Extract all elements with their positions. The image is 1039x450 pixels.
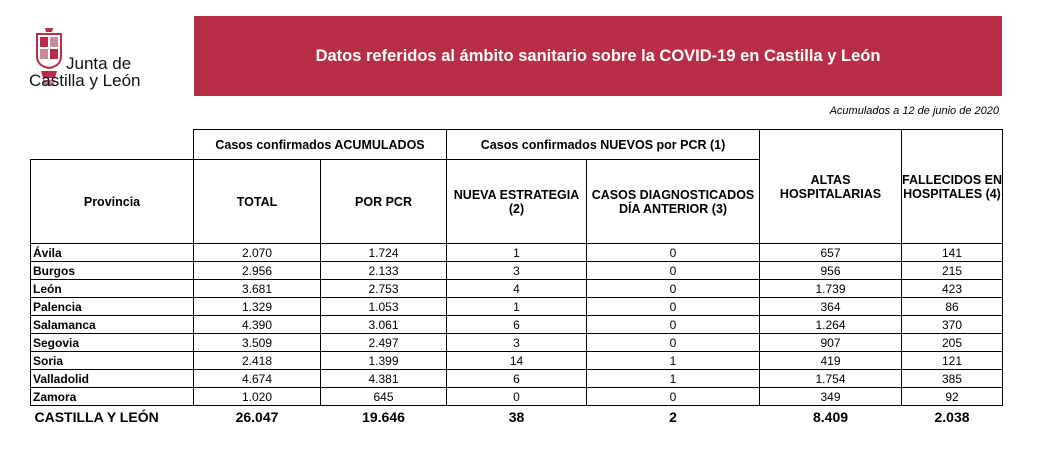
cell-por-pcr: 1.399 <box>321 352 447 370</box>
cell-total: 3.509 <box>194 334 321 352</box>
cell-fallecidos: 141 <box>902 244 1003 262</box>
header-fallecidos: FALLECIDOS EN HOSPITALES (4) <box>902 130 1003 244</box>
table-body <box>31 244 1003 429</box>
total-por-pcr: 19.646 <box>362 409 405 425</box>
cell-casos-diagnosticados: 0 <box>587 316 760 334</box>
cell-fallecidos: 370 <box>902 316 1003 334</box>
cell-provincia: Segovia <box>31 334 194 352</box>
total-altas: 8.409 <box>812 409 849 425</box>
cell-casos-diagnosticados: 0 <box>587 280 760 298</box>
cell-casos-diagnosticados: 0 <box>587 334 760 352</box>
header-altas: ALTAS HOSPITALARIAS <box>760 130 902 244</box>
cell-provincia: Salamanca <box>31 316 194 334</box>
cell-provincia: Valladolid <box>31 370 194 388</box>
covid-data-table <box>30 129 1003 428</box>
total-nueva-estrategia: 38 <box>508 409 525 425</box>
cell-total: 2.070 <box>194 244 321 262</box>
cell-casos-diagnosticados: 0 <box>587 298 760 316</box>
header-nueva-estrategia: NUEVA ESTRATEGIA (2) <box>447 160 587 244</box>
table-row <box>31 280 1003 298</box>
cell-altas: 907 <box>760 334 902 352</box>
cell-casos-diagnosticados: 0 <box>587 244 760 262</box>
cell-fallecidos: 92 <box>902 388 1003 406</box>
header-provincia: Provincia <box>31 160 194 244</box>
cell-provincia: Zamora <box>31 388 194 406</box>
cell-altas: 349 <box>760 388 902 406</box>
cell-por-pcr: 2.133 <box>321 262 447 280</box>
cell-casos-diagnosticados: 1 <box>587 352 760 370</box>
cell-total: 1.020 <box>194 388 321 406</box>
total-row <box>31 406 1003 429</box>
cell-nueva-estrategia: 6 <box>447 370 587 388</box>
table-row <box>31 244 1003 262</box>
cell-altas: 1.739 <box>760 280 902 298</box>
cell-total: 3.681 <box>194 280 321 298</box>
logo <box>28 20 188 100</box>
logo-line-1: Junta de <box>66 54 132 73</box>
title-banner <box>194 16 1002 96</box>
cell-por-pcr: 1.053 <box>321 298 447 316</box>
cell-altas: 419 <box>760 352 902 370</box>
cell-provincia: Burgos <box>31 262 194 280</box>
cell-fallecidos: 86 <box>902 298 1003 316</box>
cell-nueva-estrategia: 1 <box>447 298 587 316</box>
logo-text <box>29 54 141 90</box>
cell-casos-diagnosticados: 1 <box>587 370 760 388</box>
header-por-pcr: POR PCR <box>321 160 447 244</box>
cell-fallecidos: 121 <box>902 352 1003 370</box>
cell-total: 4.390 <box>194 316 321 334</box>
group-header-nuevos: Casos confirmados NUEVOS por PCR (1) <box>447 130 760 160</box>
cell-fallecidos: 215 <box>902 262 1003 280</box>
cell-provincia: Palencia <box>31 298 194 316</box>
table-row <box>31 298 1003 316</box>
cell-por-pcr: 645 <box>321 388 447 406</box>
cell-nueva-estrategia: 1 <box>447 244 587 262</box>
header-casos-diagnosticados: CASOS DIAGNOSTICADOS DÍA ANTERIOR (3) <box>587 160 760 244</box>
banner-title: Datos referidos al ámbito sanitario sobre la COVID-19 en Castilla y León <box>315 46 881 65</box>
table-row <box>31 334 1003 352</box>
total-casos-diagnosticados: 2 <box>669 409 677 425</box>
cell-nueva-estrategia: 6 <box>447 316 587 334</box>
cell-por-pcr: 3.061 <box>321 316 447 334</box>
table-row <box>31 316 1003 334</box>
cell-total: 1.329 <box>194 298 321 316</box>
cell-provincia: Ávila <box>31 244 194 262</box>
cell-provincia: León <box>31 280 194 298</box>
cell-fallecidos: 385 <box>902 370 1003 388</box>
cell-casos-diagnosticados: 0 <box>587 388 760 406</box>
cell-nueva-estrategia: 3 <box>447 334 587 352</box>
total-total: 26.047 <box>235 409 279 425</box>
group-header-acumulados: Casos confirmados ACUMULADOS <box>194 130 447 160</box>
table-row <box>31 262 1003 280</box>
cell-total: 4.674 <box>194 370 321 388</box>
cell-nueva-estrategia: 4 <box>447 280 587 298</box>
cell-altas: 1.754 <box>760 370 902 388</box>
cell-por-pcr: 4.381 <box>321 370 447 388</box>
cell-fallecidos: 205 <box>902 334 1003 352</box>
table-row <box>31 352 1003 370</box>
cell-altas: 956 <box>760 262 902 280</box>
cell-total: 2.956 <box>194 262 321 280</box>
date-note: Acumulados a 12 de junio de 2020 <box>829 105 999 117</box>
cell-total: 2.418 <box>194 352 321 370</box>
cell-nueva-estrategia: 0 <box>447 388 587 406</box>
total-fallecidos: 2.038 <box>934 409 970 425</box>
cell-casos-diagnosticados: 0 <box>587 262 760 280</box>
total-provincia: CASTILLA Y LEÓN <box>34 409 159 425</box>
cell-altas: 1.264 <box>760 316 902 334</box>
cell-nueva-estrategia: 3 <box>447 262 587 280</box>
header-total: TOTAL <box>194 160 321 244</box>
cell-por-pcr: 2.753 <box>321 280 447 298</box>
cell-nueva-estrategia: 14 <box>447 352 587 370</box>
cell-altas: 657 <box>760 244 902 262</box>
cell-altas: 364 <box>760 298 902 316</box>
table-row <box>31 370 1003 388</box>
table-row <box>31 388 1003 406</box>
cell-por-pcr: 1.724 <box>321 244 447 262</box>
cell-por-pcr: 2.497 <box>321 334 447 352</box>
cell-provincia: Soria <box>31 352 194 370</box>
logo-line-2: Castilla y León <box>29 71 141 90</box>
cell-fallecidos: 423 <box>902 280 1003 298</box>
